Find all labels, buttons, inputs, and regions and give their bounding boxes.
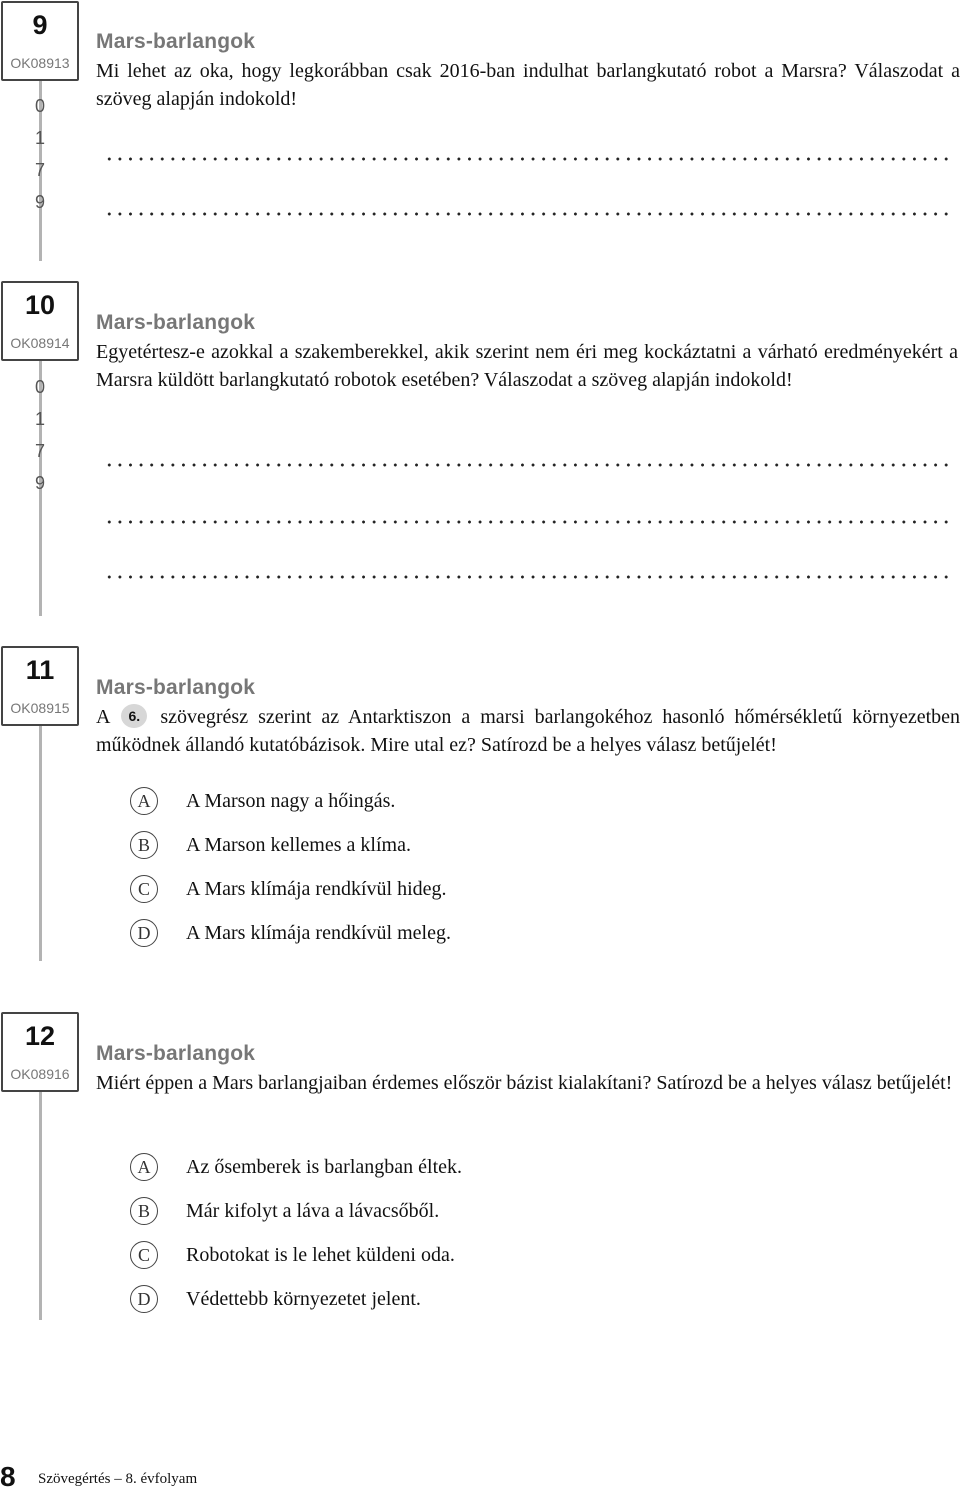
score-code[interactable]: 1: [34, 128, 45, 148]
answer-line[interactable]: [104, 210, 950, 218]
task-9-number-box: [1, 1, 79, 81]
question-rest: szövegrész szerint az Antarktiszon a marsi barlangokéhoz hasonló hőmérsékletű környezetben működnek állandó kutatóbázisok. Mire utal ez? Satírozd be a helyes válasz betűjelét!: [96, 706, 960, 756]
task-code: OK08915: [10, 700, 70, 716]
task-9: [0, 1, 960, 261]
option-text: Robotokat is le lehet küldeni oda.: [186, 1244, 455, 1266]
task-11-margin-line: [39, 726, 42, 961]
option-letter-circle[interactable]: B: [130, 1197, 158, 1225]
score-code[interactable]: 0: [34, 96, 45, 116]
task-12-margin-line: [39, 1092, 42, 1320]
score-code[interactable]: 1: [34, 409, 45, 429]
option-letter-circle[interactable]: A: [130, 1153, 158, 1181]
score-code[interactable]: 7: [34, 441, 45, 461]
option-text: Már kifolyt a láva a lávacsőből.: [186, 1200, 440, 1222]
text-section-reference-badge: 6.: [121, 704, 147, 728]
option-letter-circle[interactable]: C: [130, 875, 158, 903]
task-code: OK08916: [10, 1066, 70, 1082]
answer-line[interactable]: [104, 573, 950, 581]
task-11-number-box: [1, 646, 79, 726]
answer-line[interactable]: [104, 461, 950, 469]
task-topic: Mars-barlangok: [96, 1042, 256, 1065]
task-10-number-box: [1, 281, 79, 361]
task-10: [0, 281, 960, 631]
option-letter-circle[interactable]: A: [130, 787, 158, 815]
footer-text: Szövegértés – 8. évfolyam: [38, 1471, 198, 1487]
question-text: Mi lehet az oka, hogy legkorábban csak 2016-ban indulhat barlangkutató robot a Marsra? Válaszodat a szöveg alapján indokold!: [96, 60, 960, 110]
question-text: Miért éppen a Mars barlangjaiban érdemes először bázist kialakítani? Satírozd be a helyes válasz betűjelét!: [96, 1072, 953, 1094]
option-letter-circle[interactable]: D: [130, 1285, 158, 1313]
option-text: Az ősemberek is barlangban éltek.: [186, 1156, 463, 1178]
answer-line[interactable]: [104, 518, 950, 526]
option-text: A Mars klímája rendkívül hideg.: [186, 878, 447, 900]
task-11: [0, 646, 960, 966]
task-12: [0, 1012, 960, 1322]
score-code[interactable]: 0: [34, 377, 45, 397]
answer-line[interactable]: [104, 155, 950, 163]
option-text: A Mars klímája rendkívül meleg.: [186, 922, 451, 944]
option-letter-circle[interactable]: C: [130, 1241, 158, 1269]
task-number: 11: [25, 655, 55, 685]
page-footer: [0, 1462, 960, 1492]
task-12-number-box: [1, 1012, 79, 1092]
question-prefix: A: [96, 706, 110, 728]
score-code[interactable]: 9: [34, 473, 45, 493]
page-number: 8: [0, 1461, 16, 1492]
option-text: Védettebb környezetet jelent.: [186, 1288, 421, 1310]
score-code[interactable]: 9: [34, 192, 45, 212]
option-letter-circle[interactable]: D: [130, 919, 158, 947]
score-code[interactable]: 7: [34, 160, 45, 180]
task-topic: Mars-barlangok: [96, 311, 256, 334]
task-number: 10: [24, 290, 56, 320]
task-number: 12: [24, 1021, 56, 1051]
option-text: A Marson kellemes a klíma.: [186, 834, 411, 856]
task-number: 9: [32, 10, 48, 40]
task-topic: Mars-barlangok: [96, 30, 256, 53]
task-topic: Mars-barlangok: [96, 676, 256, 699]
option-text: A Marson nagy a hőingás.: [186, 790, 396, 812]
task-code: OK08914: [10, 335, 70, 351]
question-text: Egyetértesz-e azokkal a szakemberekkel, akik szerint nem éri meg kockáztatni a várható eredményekért a Marsra küldött barlangkutató robotok esetében? Válaszodat a szöveg alapján indokold!: [96, 341, 958, 391]
task-code: OK08913: [10, 55, 70, 71]
option-letter-circle[interactable]: B: [130, 831, 158, 859]
question-text: [96, 703, 960, 759]
